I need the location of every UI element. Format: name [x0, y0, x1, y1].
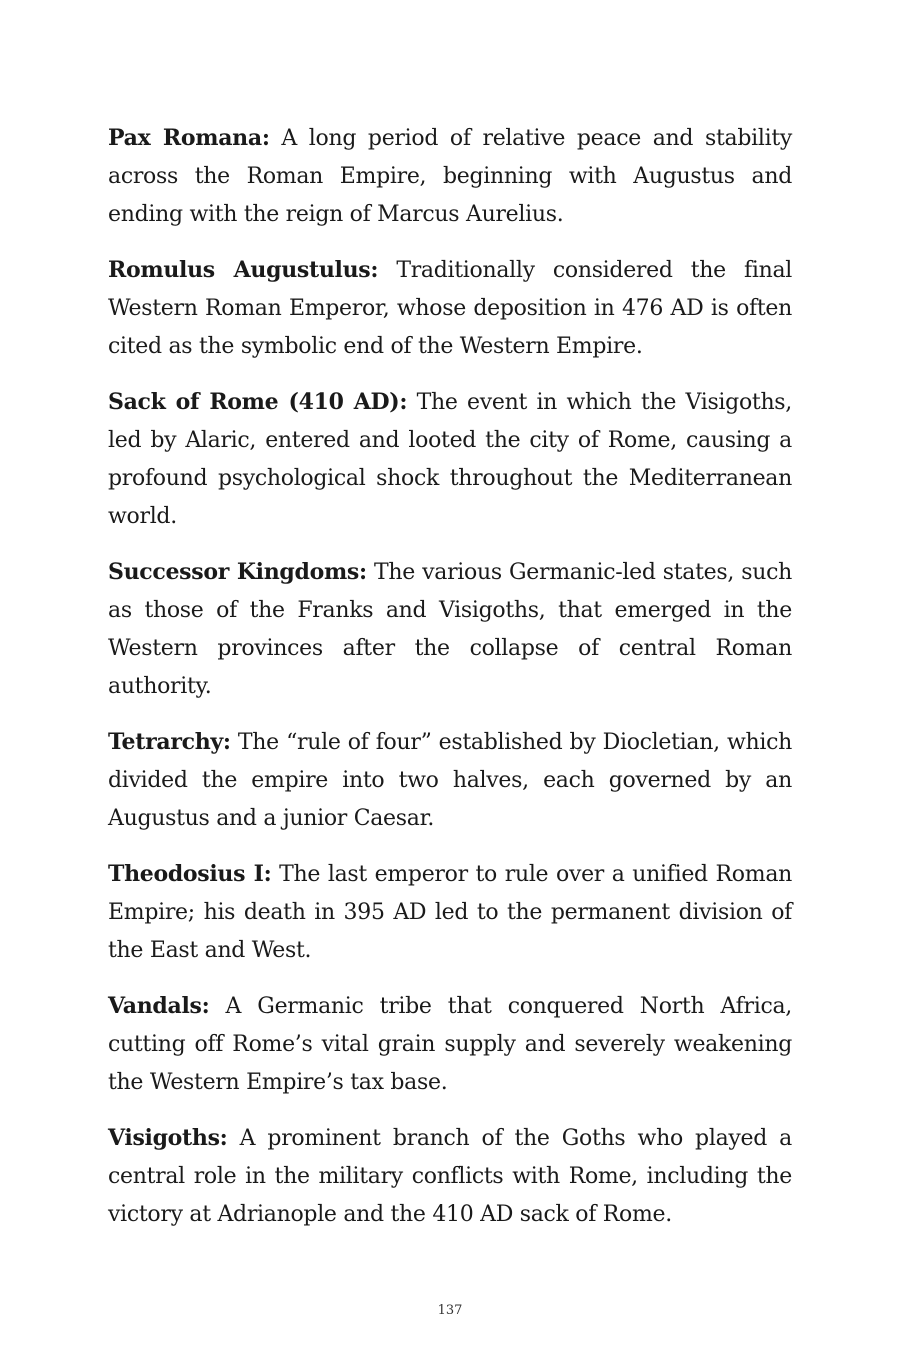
glossary-entry-successor-kingdoms	[108, 553, 792, 706]
glossary-definition: A long period of relative peace and stability across the Roman Empire, beginning with Augustus and ending with the reign of Marcus Aurelius.	[108, 126, 792, 227]
glossary-entry-vandals	[108, 987, 792, 1102]
glossary-definition: A Germanic tribe that conquered North Africa, cutting off Rome’s vital grain supply and severely weakening the Western Empire’s tax base.	[108, 994, 792, 1095]
glossary-term: Theodosius I:	[108, 861, 272, 887]
glossary-term: Romulus Augustulus:	[108, 257, 379, 283]
glossary-term: Pax Romana:	[108, 125, 270, 151]
page-number: 137	[437, 1303, 463, 1318]
glossary-definition: Traditionally considered the final Western Roman Emperor, whose deposition in 476 AD is often cited as the symbolic end of the Western Empire.	[108, 258, 792, 359]
glossary-definition: A prominent branch of the Goths who played a central role in the military conflicts with Rome, including the victory at Adrianople and the 410 AD sack of Rome.	[108, 1126, 792, 1227]
glossary-term: Successor Kingdoms:	[108, 559, 367, 585]
glossary-entry-romulus-augustulus	[108, 251, 792, 366]
glossary-term: Vandals:	[108, 993, 210, 1019]
glossary-entry-pax-romana	[108, 119, 792, 234]
glossary-term: Tetrarchy:	[108, 729, 231, 755]
glossary-page	[108, 119, 792, 1251]
glossary-entry-visigoths	[108, 1119, 792, 1234]
glossary-definition: The last emperor to rule over a unified Roman Empire; his death in 395 AD led to the permanent division of the East and West.	[108, 862, 792, 963]
glossary-definition: The event in which the Visigoths, led by Alaric, entered and looted the city of Rome, causing a profound psychological shock throughout the Mediterranean world.	[108, 390, 792, 529]
glossary-entry-tetrarchy	[108, 723, 792, 838]
glossary-entry-sack-of-rome	[108, 383, 792, 536]
glossary-term: Sack of Rome (410 AD):	[108, 389, 408, 415]
glossary-entry-theodosius-i	[108, 855, 792, 970]
glossary-term: Visigoths:	[108, 1125, 228, 1151]
glossary-definition: The “rule of four” established by Diocletian, which divided the empire into two halves, each governed by an Augustus and a junior Caesar.	[108, 730, 792, 831]
glossary-definition: The various Germanic-led states, such as those of the Franks and Visigoths, that emerged in the Western provinces after the collapse of central Roman authority.	[108, 560, 792, 699]
